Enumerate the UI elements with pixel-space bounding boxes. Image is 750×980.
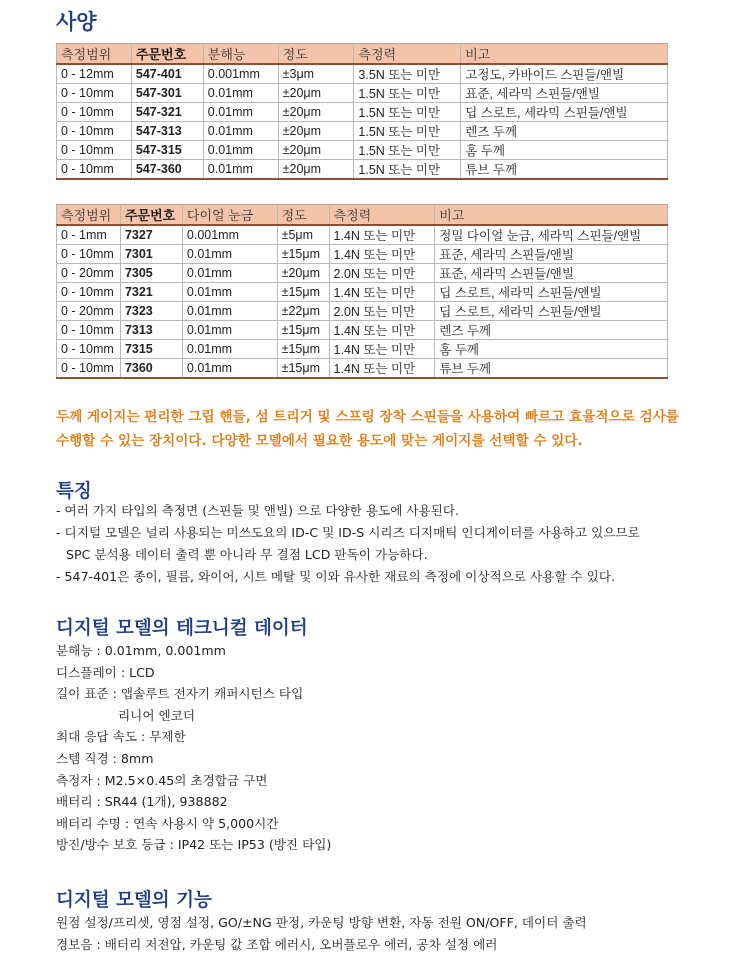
cell: ±15μm: [277, 340, 329, 359]
table-row: [57, 321, 668, 340]
function-item: 경보음 : 배터리 저전압, 카운팅 값 조합 에러시, 오버플로우 에러, 공차 설정 에러: [56, 936, 498, 952]
cell: 1.5N 또는 미만: [354, 84, 461, 103]
spec-table-1: [56, 43, 668, 180]
col-header: 비고: [435, 205, 668, 226]
cell: ±15μm: [277, 321, 329, 340]
functions-list: [56, 912, 736, 955]
table-row: [57, 264, 668, 283]
tech-item: 배터리 : SR44 (1개), 938882: [56, 794, 228, 810]
cell: 7305: [120, 264, 182, 283]
cell: 표준, 세라믹 스핀들/앤빌: [435, 245, 668, 264]
cell: 0 - 10mm: [57, 122, 132, 141]
cell: ±20μm: [278, 141, 354, 160]
cell: ±20μm: [278, 103, 354, 122]
cell: 7315: [120, 340, 182, 359]
cell: 547-301: [131, 84, 203, 103]
cell: 딥 스로트, 세라믹 스핀들/앤빌: [435, 302, 668, 321]
cell: 0 - 20mm: [57, 264, 121, 283]
cell: 2.0N 또는 미만: [329, 302, 435, 321]
cell: 정밀 다이얼 눈금, 세라믹 스핀들/앤빌: [435, 225, 668, 245]
table-row: [57, 283, 668, 302]
col-header: 비고: [461, 44, 668, 65]
spec-table-2: [56, 204, 668, 379]
cell: 7313: [120, 321, 182, 340]
cell: 0.01mm: [203, 84, 278, 103]
cell: 표준, 세라믹 스핀들/앤빌: [435, 264, 668, 283]
cell: ±15μm: [277, 359, 329, 379]
intro-line: 수행할 수 있는 장치이다. 다양한 모델에서 필요한 용도에 맞는 게이지를 선택할 수 있다.: [56, 433, 583, 449]
tech-item: 측정자 : M2.5×0.45의 초경합금 구면: [56, 772, 268, 788]
cell: 0 - 10mm: [57, 245, 121, 264]
feature-item: - 디지털 모델은 널리 사용되는 미쓰도요의 ID-C 및 ID-S 시리즈 디지매틱 인디게이터를 사용하고 있으므로: [56, 525, 640, 540]
cell: 7321: [120, 283, 182, 302]
cell: 2.0N 또는 미만: [329, 264, 435, 283]
cell: 0 - 10mm: [57, 359, 121, 379]
cell: 튜브 두께: [435, 359, 668, 379]
cell: 홈 두께: [435, 340, 668, 359]
cell: 1.4N 또는 미만: [329, 340, 435, 359]
tech-item: 리니어 엔코더: [118, 707, 195, 723]
cell: ±15μm: [277, 283, 329, 302]
cell: 7301: [120, 245, 182, 264]
cell: 0.001mm: [182, 225, 277, 245]
cell: 547-401: [131, 64, 203, 84]
cell: 0 - 10mm: [57, 103, 132, 122]
cell: ±5μm: [277, 225, 329, 245]
col-header: 정도: [277, 205, 329, 226]
cell: ±3μm: [278, 64, 354, 84]
cell: 547-315: [131, 141, 203, 160]
cell: 1.5N 또는 미만: [354, 141, 461, 160]
cell: 표준, 세라믹 스핀들/앤빌: [461, 84, 668, 103]
table-row: [57, 359, 668, 379]
cell: ±20μm: [278, 84, 354, 103]
cell: 0 - 10mm: [57, 160, 132, 180]
cell: 홈 두께: [461, 141, 668, 160]
col-header: 측정범위: [57, 44, 132, 65]
cell: 0.01mm: [203, 103, 278, 122]
tech-item: 분해능 : 0.01mm, 0.001mm: [56, 643, 226, 658]
cell: 0.01mm: [182, 359, 277, 379]
table-row: [57, 160, 668, 180]
cell: 547-321: [131, 103, 203, 122]
cell: 0 - 10mm: [57, 321, 121, 340]
col-header: 측정범위: [57, 205, 121, 226]
col-header: 정도: [278, 44, 354, 65]
cell: 1.4N 또는 미만: [329, 321, 435, 340]
cell: ±20μm: [278, 160, 354, 180]
cell: 0.01mm: [182, 321, 277, 340]
cell: 3.5N 또는 미만: [354, 64, 461, 84]
table-row: [57, 84, 668, 103]
cell: 7323: [120, 302, 182, 321]
table-row: [57, 302, 668, 321]
tech-item: 방진/방수 보호 등급 : IP42 또는 IP53 (방진 타입): [56, 837, 332, 853]
col-header: 다이얼 눈금: [182, 205, 277, 226]
col-header: 주문번호: [131, 44, 203, 65]
col-header: 분해능: [203, 44, 278, 65]
cell: 1.5N 또는 미만: [354, 160, 461, 180]
cell: 0.01mm: [203, 141, 278, 160]
tech-title: 디지털 모델의 테크니컬 데이터: [56, 618, 308, 639]
cell: 0 - 10mm: [57, 141, 132, 160]
cell: 고정도, 카바이드 스핀들/앤빌: [461, 64, 668, 84]
col-header: 측정력: [354, 44, 461, 65]
cell: 1.4N 또는 미만: [329, 359, 435, 379]
cell: 0 - 20mm: [57, 302, 121, 321]
cell: 1.4N 또는 미만: [329, 283, 435, 302]
tech-item: 배터리 수명 : 연속 사용시 약 5,000시간: [56, 815, 279, 831]
table-row: [57, 122, 668, 141]
tech-item: 최대 응답 속도 : 무제한: [56, 729, 186, 745]
cell: 0 - 10mm: [57, 84, 132, 103]
cell: 0.01mm: [182, 283, 277, 302]
table-header-row: [57, 44, 668, 65]
col-header: 주문번호: [120, 205, 182, 226]
cell: 7360: [120, 359, 182, 379]
table-row: [57, 245, 668, 264]
tech-list: [56, 640, 656, 856]
table-row: [57, 103, 668, 122]
cell: ±20μm: [277, 264, 329, 283]
cell: 0 - 1mm: [57, 225, 121, 245]
cell: 0.01mm: [182, 264, 277, 283]
table-header-row: [57, 205, 668, 226]
feature-item: SPC 분석용 데이터 출력 뿐 아니라 무 결점 LCD 판독이 가능하다.: [66, 547, 428, 562]
table-row: [57, 225, 668, 245]
cell: 1.5N 또는 미만: [354, 122, 461, 141]
function-item: 원점 설정/프리셋, 영점 설정, GO/±NG 판정, 카운팅 방향 변환, 자동 전원 ON/OFF, 데이터 출력: [56, 915, 587, 930]
cell: 0 - 10mm: [57, 340, 121, 359]
spec-title: 사양: [56, 10, 97, 34]
cell: 0 - 12mm: [57, 64, 132, 84]
cell: 렌즈 두께: [461, 122, 668, 141]
intro-line: 두께 게이지는 편리한 그립 핸들, 섬 트리거 및 스프링 장착 스핀들을 사용하여 빠르고 효율적으로 검사를: [56, 409, 679, 425]
tech-item: 디스플레이 : LCD: [56, 664, 155, 680]
cell: 튜브 두께: [461, 160, 668, 180]
cell: 1.5N 또는 미만: [354, 103, 461, 122]
features-list: [56, 500, 716, 588]
cell: 0.01mm: [203, 122, 278, 141]
col-header: 측정력: [329, 205, 435, 226]
feature-item: - 여러 가지 타입의 측정면 (스핀들 및 앤빌) 으로 다양한 용도에 사용된다.: [56, 503, 460, 518]
features-title: 특징: [56, 481, 92, 502]
cell: 1.4N 또는 미만: [329, 225, 435, 245]
cell: 0.01mm: [182, 302, 277, 321]
cell: 7327: [120, 225, 182, 245]
cell: 1.4N 또는 미만: [329, 245, 435, 264]
cell: 0.01mm: [203, 160, 278, 180]
table-row: [57, 141, 668, 160]
intro-paragraph: [56, 405, 706, 453]
cell: 547-313: [131, 122, 203, 141]
cell: 딥 스로트, 세라믹 스핀들/앤빌: [435, 283, 668, 302]
tech-item: 길이 표준 : 앱솔루트 전자기 캐퍼시턴스 타입: [56, 686, 304, 702]
feature-item: - 547-401은 종이, 필름, 와이어, 시트 메탈 및 이와 유사한 재료의 측정에 이상적으로 사용할 수 있다.: [56, 569, 616, 584]
cell: ±22μm: [277, 302, 329, 321]
cell: 0.01mm: [182, 340, 277, 359]
cell: 547-360: [131, 160, 203, 180]
cell: 0.01mm: [182, 245, 277, 264]
cell: 딥 스로트, 세라믹 스핀들/앤빌: [461, 103, 668, 122]
cell: ±15μm: [277, 245, 329, 264]
functions-title: 디지털 모델의 기능: [56, 890, 212, 911]
table-row: [57, 64, 668, 84]
cell: ±20μm: [278, 122, 354, 141]
table-row: [57, 340, 668, 359]
tech-item: 스템 직경 : 8mm: [56, 750, 154, 766]
cell: 렌즈 두께: [435, 321, 668, 340]
cell: 0 - 10mm: [57, 283, 121, 302]
cell: 0.001mm: [203, 64, 278, 84]
